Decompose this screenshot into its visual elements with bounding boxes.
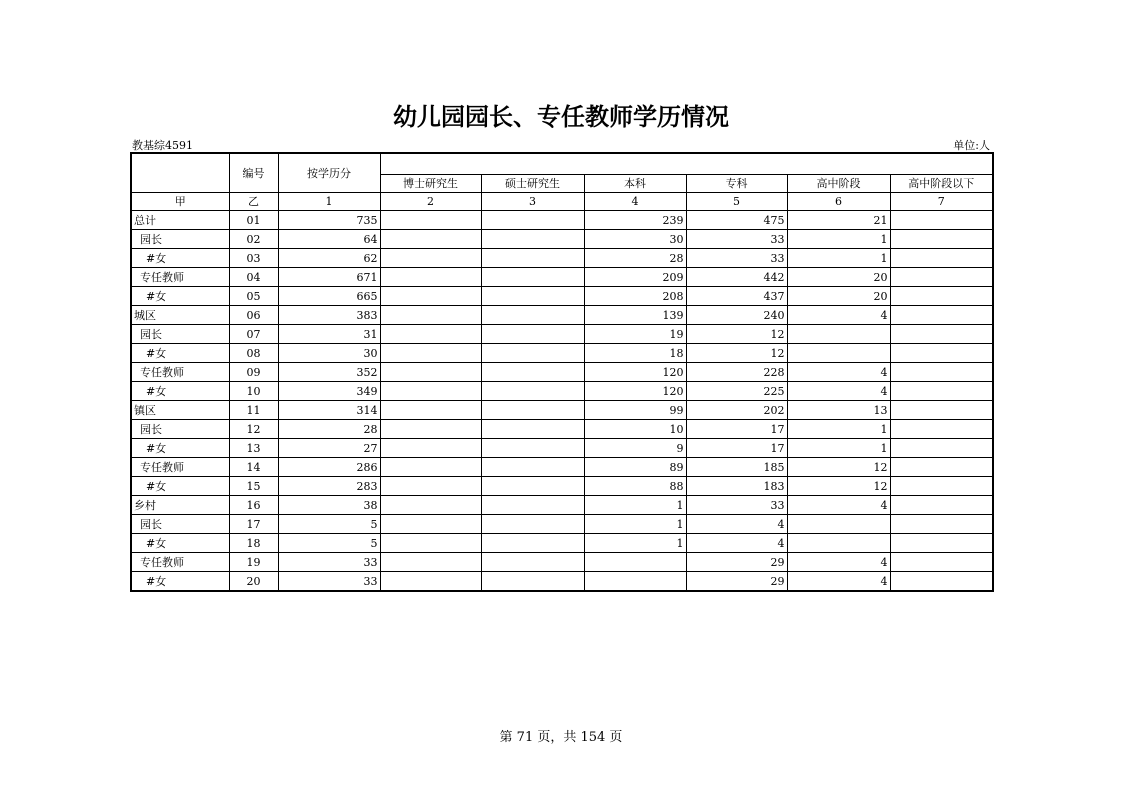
value-cell: 27	[278, 439, 380, 458]
index-cell: 5	[686, 193, 787, 211]
value-cell	[481, 382, 584, 401]
value-cell: 4	[787, 306, 890, 325]
value-cell	[787, 515, 890, 534]
header-col-bachelor: 本科	[584, 175, 686, 193]
value-cell: 30	[584, 230, 686, 249]
value-cell: 99	[584, 401, 686, 420]
value-cell	[890, 325, 993, 344]
table-row	[131, 363, 993, 382]
value-cell	[481, 363, 584, 382]
value-cell	[481, 344, 584, 363]
value-cell: 5	[278, 534, 380, 553]
value-cell: 4	[787, 572, 890, 592]
value-cell	[890, 211, 993, 230]
value-cell	[890, 363, 993, 382]
value-cell: 33	[686, 249, 787, 268]
table-row	[131, 287, 993, 306]
value-cell: 183	[686, 477, 787, 496]
row-code: 05	[229, 287, 278, 306]
value-cell	[481, 439, 584, 458]
row-name: #女	[131, 439, 229, 458]
value-cell	[380, 230, 481, 249]
value-cell	[481, 572, 584, 592]
value-cell	[380, 325, 481, 344]
index-row	[131, 193, 993, 211]
header-col-highschool: 高中阶段	[787, 175, 890, 193]
value-cell: 21	[787, 211, 890, 230]
table-row	[131, 420, 993, 439]
value-cell: 349	[278, 382, 380, 401]
value-cell: 12	[686, 344, 787, 363]
row-name: #女	[131, 344, 229, 363]
row-name: #女	[131, 477, 229, 496]
row-code: 15	[229, 477, 278, 496]
row-code: 12	[229, 420, 278, 439]
value-cell: 12	[686, 325, 787, 344]
value-cell: 1	[584, 534, 686, 553]
value-cell	[380, 420, 481, 439]
value-cell	[481, 287, 584, 306]
value-cell	[380, 458, 481, 477]
value-cell: 13	[787, 401, 890, 420]
value-cell	[890, 268, 993, 287]
row-name: 园长	[131, 420, 229, 439]
value-cell	[380, 572, 481, 592]
value-cell: 62	[278, 249, 380, 268]
value-cell: 4	[787, 496, 890, 515]
value-cell	[890, 420, 993, 439]
table-row	[131, 515, 993, 534]
value-cell	[481, 477, 584, 496]
page-title: 幼儿园园长、专任教师学历情况	[393, 103, 729, 131]
table-row	[131, 553, 993, 572]
index-cell: 6	[787, 193, 890, 211]
header-col-phd: 博士研究生	[380, 175, 481, 193]
header-group	[380, 153, 993, 175]
value-cell	[380, 363, 481, 382]
value-cell	[380, 496, 481, 515]
row-code: 07	[229, 325, 278, 344]
value-cell: 33	[686, 230, 787, 249]
value-cell: 19	[584, 325, 686, 344]
value-cell	[890, 477, 993, 496]
value-cell	[380, 439, 481, 458]
value-cell: 17	[686, 420, 787, 439]
value-cell	[481, 534, 584, 553]
value-cell: 38	[278, 496, 380, 515]
table-row	[131, 325, 993, 344]
value-cell	[481, 496, 584, 515]
table-row	[131, 439, 993, 458]
form-code: 教基综4591	[132, 139, 193, 152]
row-code: 16	[229, 496, 278, 515]
header-col-master: 硕士研究生	[481, 175, 584, 193]
row-name: #女	[131, 572, 229, 592]
value-cell: 120	[584, 382, 686, 401]
value-cell	[481, 325, 584, 344]
value-cell: 28	[584, 249, 686, 268]
value-cell: 4	[686, 534, 787, 553]
value-cell	[380, 534, 481, 553]
table-body	[131, 211, 993, 592]
row-code: 04	[229, 268, 278, 287]
value-cell: 185	[686, 458, 787, 477]
row-code: 02	[229, 230, 278, 249]
value-cell: 120	[584, 363, 686, 382]
row-name: #女	[131, 249, 229, 268]
value-cell: 1	[787, 439, 890, 458]
value-cell: 228	[686, 363, 787, 382]
value-cell: 1	[787, 230, 890, 249]
value-cell: 209	[584, 268, 686, 287]
value-cell: 33	[278, 553, 380, 572]
value-cell: 1	[584, 515, 686, 534]
value-cell	[380, 477, 481, 496]
value-cell	[890, 439, 993, 458]
row-name: 园长	[131, 515, 229, 534]
header-col-below-highschool: 高中阶段以下	[890, 175, 993, 193]
row-name: 专任教师	[131, 363, 229, 382]
table-row	[131, 306, 993, 325]
row-code: 20	[229, 572, 278, 592]
value-cell: 20	[787, 268, 890, 287]
value-cell	[481, 515, 584, 534]
row-code: 10	[229, 382, 278, 401]
row-name: 乡村	[131, 496, 229, 515]
index-cell: 甲	[131, 193, 229, 211]
value-cell: 240	[686, 306, 787, 325]
table-row	[131, 458, 993, 477]
value-cell	[380, 306, 481, 325]
row-code: 06	[229, 306, 278, 325]
table-row	[131, 534, 993, 553]
value-cell	[890, 401, 993, 420]
value-cell: 4	[686, 515, 787, 534]
value-cell	[380, 268, 481, 287]
value-cell	[380, 344, 481, 363]
table-row	[131, 268, 993, 287]
row-code: 14	[229, 458, 278, 477]
value-cell	[481, 306, 584, 325]
value-cell: 1	[787, 249, 890, 268]
value-cell: 283	[278, 477, 380, 496]
value-cell: 88	[584, 477, 686, 496]
value-cell	[584, 572, 686, 592]
row-code: 01	[229, 211, 278, 230]
value-cell: 225	[686, 382, 787, 401]
row-name: 专任教师	[131, 458, 229, 477]
value-cell: 29	[686, 553, 787, 572]
row-name: 专任教师	[131, 268, 229, 287]
value-cell: 89	[584, 458, 686, 477]
row-code: 08	[229, 344, 278, 363]
value-cell	[481, 401, 584, 420]
value-cell: 31	[278, 325, 380, 344]
index-cell: 乙	[229, 193, 278, 211]
value-cell	[890, 515, 993, 534]
value-cell: 18	[584, 344, 686, 363]
value-cell: 5	[278, 515, 380, 534]
value-cell: 12	[787, 477, 890, 496]
row-name: 园长	[131, 325, 229, 344]
table-row	[131, 477, 993, 496]
value-cell	[890, 496, 993, 515]
value-cell: 475	[686, 211, 787, 230]
row-code: 11	[229, 401, 278, 420]
row-name: 镇区	[131, 401, 229, 420]
row-code: 09	[229, 363, 278, 382]
value-cell	[890, 534, 993, 553]
value-cell	[380, 382, 481, 401]
value-cell: 442	[686, 268, 787, 287]
row-code: 18	[229, 534, 278, 553]
value-cell: 314	[278, 401, 380, 420]
value-cell: 4	[787, 382, 890, 401]
value-cell: 208	[584, 287, 686, 306]
index-cell: 2	[380, 193, 481, 211]
value-cell	[481, 249, 584, 268]
value-cell	[380, 287, 481, 306]
row-code: 19	[229, 553, 278, 572]
unit-label: 单位:人	[953, 139, 990, 152]
value-cell: 286	[278, 458, 380, 477]
value-cell	[890, 249, 993, 268]
value-cell: 139	[584, 306, 686, 325]
value-cell	[890, 458, 993, 477]
value-cell	[481, 230, 584, 249]
header-total: 按学历分	[278, 153, 380, 193]
value-cell: 30	[278, 344, 380, 363]
value-cell	[380, 211, 481, 230]
statistics-table	[130, 152, 994, 592]
value-cell	[481, 420, 584, 439]
value-cell	[787, 534, 890, 553]
value-cell: 383	[278, 306, 380, 325]
row-name: 总计	[131, 211, 229, 230]
value-cell	[481, 458, 584, 477]
value-cell: 4	[787, 363, 890, 382]
value-cell: 239	[584, 211, 686, 230]
value-cell: 665	[278, 287, 380, 306]
value-cell: 671	[278, 268, 380, 287]
value-cell: 352	[278, 363, 380, 382]
value-cell	[890, 287, 993, 306]
value-cell: 12	[787, 458, 890, 477]
header-name	[131, 153, 229, 193]
value-cell: 10	[584, 420, 686, 439]
row-name: #女	[131, 382, 229, 401]
header-code: 编号	[229, 153, 278, 193]
row-name: #女	[131, 287, 229, 306]
value-cell	[787, 344, 890, 363]
value-cell	[890, 344, 993, 363]
index-cell: 1	[278, 193, 380, 211]
table-row	[131, 344, 993, 363]
value-cell: 9	[584, 439, 686, 458]
row-name: 城区	[131, 306, 229, 325]
value-cell	[787, 325, 890, 344]
value-cell: 4	[787, 553, 890, 572]
index-cell: 3	[481, 193, 584, 211]
value-cell: 1	[584, 496, 686, 515]
value-cell	[584, 553, 686, 572]
value-cell	[890, 230, 993, 249]
value-cell	[380, 401, 481, 420]
row-code: 13	[229, 439, 278, 458]
value-cell	[380, 515, 481, 534]
value-cell	[890, 382, 993, 401]
value-cell: 33	[278, 572, 380, 592]
value-cell: 1	[787, 420, 890, 439]
value-cell	[890, 306, 993, 325]
row-code: 17	[229, 515, 278, 534]
value-cell	[481, 211, 584, 230]
table-row	[131, 401, 993, 420]
table-row	[131, 249, 993, 268]
table-row	[131, 211, 993, 230]
value-cell	[380, 553, 481, 572]
row-code: 03	[229, 249, 278, 268]
value-cell: 437	[686, 287, 787, 306]
table-row	[131, 496, 993, 515]
row-name: 园长	[131, 230, 229, 249]
value-cell: 28	[278, 420, 380, 439]
index-cell: 7	[890, 193, 993, 211]
value-cell	[890, 572, 993, 592]
value-cell	[380, 249, 481, 268]
value-cell: 64	[278, 230, 380, 249]
header-col-college: 专科	[686, 175, 787, 193]
value-cell: 33	[686, 496, 787, 515]
value-cell: 202	[686, 401, 787, 420]
table-row	[131, 382, 993, 401]
value-cell: 29	[686, 572, 787, 592]
value-cell: 17	[686, 439, 787, 458]
row-name: 专任教师	[131, 553, 229, 572]
table-row	[131, 572, 993, 592]
index-cell: 4	[584, 193, 686, 211]
value-cell	[481, 553, 584, 572]
value-cell	[890, 553, 993, 572]
page-footer: 第 71 页，共 154 页	[499, 730, 623, 745]
value-cell	[481, 268, 584, 287]
value-cell: 20	[787, 287, 890, 306]
value-cell: 735	[278, 211, 380, 230]
row-name: #女	[131, 534, 229, 553]
table-row	[131, 230, 993, 249]
